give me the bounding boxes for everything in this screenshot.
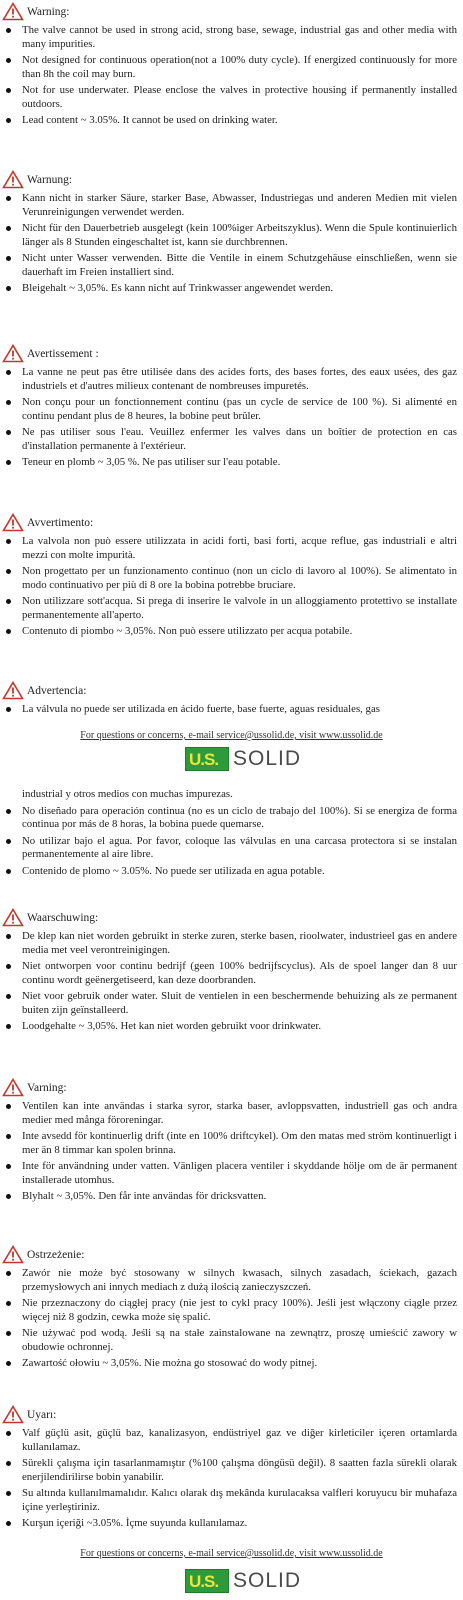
section-title: Warning: [27, 6, 70, 18]
bullet [6, 1431, 11, 1436]
bullet [6, 196, 11, 201]
warning-section-italian [0, 513, 463, 642]
list-item: Zawartość ołowiu ~ 3,05%. Nie można go stosować do wody pitnej. [0, 1357, 463, 1371]
warning-triangle-icon [2, 681, 24, 700]
warning-section-swedish [0, 1078, 463, 1207]
bullet [6, 1134, 11, 1139]
bullet [6, 707, 11, 712]
list-item: Loodgehalte ~ 3,05%. Het kan niet worden gebruikt voor drinkwater. [0, 1020, 463, 1034]
list-item: Lead content ~ 3.05%. It cannot be used on drinking water. [0, 114, 463, 128]
bullet [6, 964, 11, 969]
list-item: Ne pas utiliser sous l'eau. Veuillez enfermer les valves dans un boîtier de protection en cas d'installation permanente à l'extérieur. [0, 426, 463, 453]
bullet [6, 809, 11, 814]
bullet [6, 599, 11, 604]
logo-badge: U.S. [185, 747, 229, 771]
warning-triangle-icon [2, 513, 24, 532]
bullet [6, 1024, 11, 1029]
logo-badge: U.S. [185, 1569, 229, 1593]
bullet [6, 400, 11, 405]
section-header [0, 170, 463, 192]
bullet [6, 118, 11, 123]
warning-section-dutch [0, 908, 463, 1037]
bullet [6, 226, 11, 231]
warning-section-french [0, 344, 463, 473]
warning-section-english [0, 2, 463, 131]
list-item: Zawór nie może być stosowany w silnych kwasach, silnych zasadach, ściekach, gazach przemysłowych ani innych mediach z dużą ilością zanieczyszczeń. [0, 1267, 463, 1294]
bullet [6, 934, 11, 939]
section-title: Ostrzeżenie: [27, 1249, 85, 1261]
warning-triangle-icon [2, 1405, 24, 1424]
bullet [6, 1361, 11, 1366]
list-item: Non utilizzare sott'acqua. Si prega di inserire le valvole in un alloggiamento protettivo se installate permanentemente all'aperto. [0, 595, 463, 622]
bullet [6, 839, 11, 844]
warning-section-german [0, 170, 463, 299]
warning-triangle-icon [2, 1078, 24, 1097]
list-item: Ventilen kan inte användas i starka syror, starka baser, avloppsvatten, industriell gas och andra medier med många föroreningar. [0, 1100, 463, 1127]
list-item: Inte avsedd för kontinuerlig drift (inte en 100% driftcykel). Om den matas med ström kontinuerligt i mer än 8 timmar kan spolen brinna. [0, 1130, 463, 1157]
footer-contact-line: For questions or concerns, e-mail service@ussolid.de, visit www.ussolid.de [80, 1548, 383, 1559]
list-item: Nicht für den Dauerbetrieb ausgelegt (kein 100%iger Arbeitszyklus). Wenn die Spule kontinuierlich länger als 8 Stunden eingeschaltet ist, kann sie durchbrennen. [0, 222, 463, 249]
bullet [6, 994, 11, 999]
section-header [0, 1405, 463, 1427]
bullet [6, 88, 11, 93]
list-item: Not for use underwater. Please enclose the valves in protective housing if permanently installed outdoors. [0, 84, 463, 111]
list-item: Nie używać pod wodą. Jeśli są na stałe zainstalowane na zewnątrz, proszę umieścić zawory w obudowie ochronnej. [0, 1327, 463, 1354]
list-item: Kann nicht in starker Säure, starker Base, Abwasser, Industriegas und anderen Medien mit vielen Verunreinigungen verwendet werden. [0, 192, 463, 219]
bullet [6, 460, 11, 465]
warning-section-spanish [0, 681, 463, 720]
warning-triangle-icon [2, 344, 24, 363]
bullet [6, 58, 11, 63]
bullet [6, 1461, 11, 1466]
bullet [6, 286, 11, 291]
bullet [6, 370, 11, 375]
section-title: Varning: [27, 1082, 67, 1094]
list-item: Inte för användning under vatten. Vänligen placera ventiler i skyddande hölje om de är permanent installerade utomhus. [0, 1160, 463, 1187]
section-title: Warnung: [27, 174, 73, 186]
list-item: Contenuto di piombo ~ 3,05%. Non può essere utilizzato per acqua potabile. [0, 625, 463, 639]
section-header [0, 1078, 463, 1100]
section-header [0, 681, 463, 703]
list-item: La válvula no puede ser utilizada en ácido fuerte, base fuerte, aguas residuales, gas [0, 703, 463, 717]
list-item: La valvola non può essere utilizzata in acidi forti, basi forti, acque reflue, gas industriali e altri mezzi con molte impurità. [0, 535, 463, 562]
list-item: Blyhalt ~ 3,05%. Den får inte användas för dricksvatten. [0, 1190, 463, 1204]
list-item: Sürekli çalışma için tasarlanmamıştır (%100 çalışma döngüsü değil). 8 saatten fazla sürekli olarak enerjilendirilirse bobin yanabilir. [0, 1457, 463, 1484]
bullet [6, 1194, 11, 1199]
list-item: De klep kan niet worden gebruikt in sterke zuren, sterke basen, rioolwater, industrieel gas en andere media met veel verontreinigingen. [0, 930, 463, 957]
bullet [6, 1491, 11, 1496]
bullet [6, 28, 11, 33]
list-item: Valf güçlü asit, güçlü baz, kanalizasyon, endüstriyel gaz ve diğer kirleticiler içeren ortamlarda kullanılamaz. [0, 1427, 463, 1454]
list-item: Niet ontworpen voor continu bedrijf (geen 100% bedrijfscyclus). Als de spoel langer dan 8 uur continu wordt geënergetiseerd, kan deze doorbranden. [0, 960, 463, 987]
list-item: Nie przeznaczony do ciągłej pracy (nie jest to cykl pracy 100%). Jeśli jest włączony ciągle przez więcej niż 8 godzin, cewka może się spalić. [0, 1297, 463, 1324]
list-item: Niet voor gebruik onder water. Sluit de ventielen in een beschermende behuizing als ze permanent buiten zijn geïnstalleerd. [0, 990, 463, 1017]
bullet [6, 256, 11, 261]
warning-section-polish [0, 1245, 463, 1374]
bullet [6, 569, 11, 574]
bullet [6, 629, 11, 634]
warning-triangle-icon [2, 170, 24, 189]
list-item: No utilizar bajo el agua. Por favor, coloque las válvulas en una carcasa protectora si se instalan permanentemente al aire libre. [0, 835, 463, 862]
bullet [6, 430, 11, 435]
section-title: Waarschuwing: [27, 912, 99, 924]
list-item: Su altında kullanılmamalıdır. Kalıcı olarak dış mekânda kurulacaksa valfleri koruyucu bir muhafaza içine yerleştiriniz. [0, 1487, 463, 1514]
section-header [0, 1245, 463, 1267]
warning-section-turkish [0, 1405, 463, 1534]
us-solid-logo-footer: U.S. SOLID [185, 1568, 305, 1594]
list-item: Non progettato per un funzionamento continuo (non un ciclo di lavoro al 100%). Se alimentato in modo continuativo per più di 8 ore la bobina potrebbe bruciare. [0, 565, 463, 592]
section-title: Uyarı: [27, 1409, 57, 1421]
us-solid-logo: U.S. SOLID [185, 746, 305, 772]
list-item: The valve cannot be used in strong acid, strong base, sewage, industrial gas and other media with many impurities. [0, 24, 463, 51]
contact-line: For questions or concerns, e-mail service@ussolid.de, visit www.ussolid.de [80, 730, 383, 741]
list-item: Teneur en plomb ~ 3,05 %. Ne pas utiliser sur l'eau potable. [0, 456, 463, 470]
bullet [6, 1521, 11, 1526]
bullet [6, 1331, 11, 1336]
bullet [6, 1271, 11, 1276]
section-title: Avertissement : [27, 348, 99, 360]
section-header [0, 344, 463, 366]
list-item: Kurşun içeriği ~3.05%. İçme suyunda kullanılamaz. [0, 1517, 463, 1531]
section-header [0, 513, 463, 535]
list-item: No diseñado para operación continua (no es un ciclo de trabajo del 100%). Si se energiza de forma continua por más de 8 horas, la bobina puede quemarse. [0, 805, 463, 832]
list-item: Not designed for continuous operation(not a 100% duty cycle). If energized continuously for more than 8h the coil may burn. [0, 54, 463, 81]
warning-triangle-icon [2, 2, 24, 21]
bullet [6, 1104, 11, 1109]
bullet [6, 1164, 11, 1169]
section-header [0, 908, 463, 930]
warning-triangle-icon [2, 908, 24, 927]
bullet [6, 539, 11, 544]
list-item: Contenido de plomo ~ 3.05%. No puede ser utilizada en agua potable. [0, 865, 463, 879]
list-item: Nicht unter Wasser verwenden. Bitte die Ventile in einem Schutzgehäuse einschließen, wenn sie dauerhaft im Freien installiert sind. [0, 252, 463, 279]
section-header [0, 2, 463, 24]
section-title: Avvertimento: [27, 517, 94, 529]
list-item: La vanne ne peut pas être utilisée dans des acides forts, des bases fortes, des eaux usées, des gaz industriels et d'autres milieux contenant de nombreuses impuretés. [0, 366, 463, 393]
warning-triangle-icon [2, 1245, 24, 1264]
list-item: industrial y otros medios con muchas impurezas. [22, 788, 233, 800]
bullet [6, 1301, 11, 1306]
list-item: Non conçu pour un fonctionnement continu (pas un cycle de service de 100 %). Si alimenté en continu pendant plus de 8 heures, la bobine peut brûler. [0, 396, 463, 423]
warning-section-spanish-continued [0, 788, 463, 881]
bullet [6, 869, 11, 874]
section-title: Advertencia: [27, 685, 87, 697]
list-item: Bleigehalt ~ 3,05%. Es kann nicht auf Trinkwasser angewendet werden. [0, 282, 463, 296]
